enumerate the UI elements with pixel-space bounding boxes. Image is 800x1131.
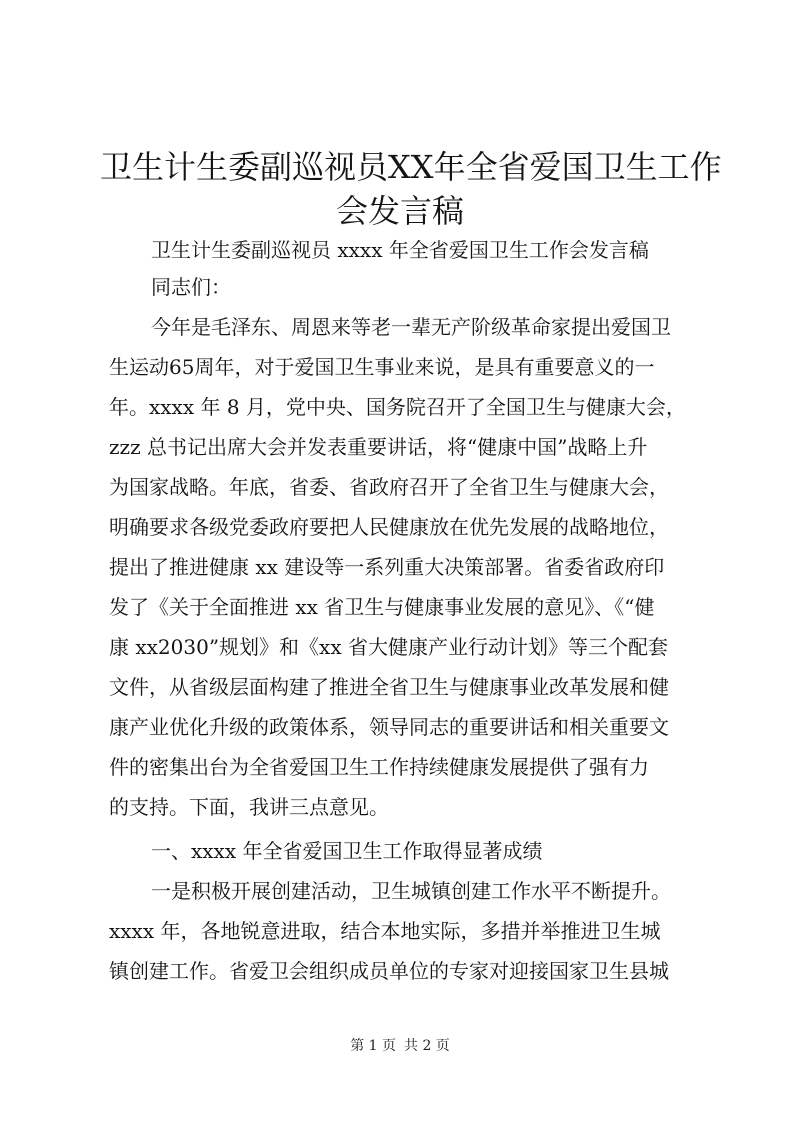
paragraph-line: 一是积极开展创建活动，卫生城镇创建工作水平不断提升。 (151, 879, 671, 903)
paragraph-line: 生运动65周年，对于爱国卫生事业来说，是具有重要意义的一 (109, 355, 655, 379)
page-footer (0, 1036, 800, 1056)
paragraph-line: xxxx 年，各地锐意进取，结合本地实际，多措并举推进卫生城 (109, 919, 661, 943)
paragraph-line: 今年是毛泽东、周恩来等老一辈无产阶级革命家提出爱国卫 (151, 315, 671, 339)
section-heading: 一、xxxx 年全省爱国卫生工作取得显著成绩 (151, 839, 543, 863)
document-title-line-1: 卫生计生委副巡视员XX年全省爱国卫生工作 (100, 148, 722, 186)
paragraph-line: 镇创建工作。省爱卫会组织成员单位的专家对迎接国家卫生县城 (109, 959, 669, 983)
document-title-line-2: 会发言稿 (335, 192, 464, 230)
paragraph-line: 文件，从省级层面构建了推进全省卫生与健康事业改革发展和健 (109, 675, 669, 699)
salutation: 同志们： (151, 275, 231, 299)
paragraph-line: 的支持。下面，我讲三点意见。 (109, 795, 389, 819)
paragraph-line: zzz 总书记出席大会并发表重要讲话，将“健康中国”战略上升 (109, 435, 648, 459)
page-total: 共 2 页 (404, 1038, 450, 1054)
paragraph-line: 件的密集出台为全省爱国卫生工作持续健康发展提供了强有力 (109, 755, 649, 779)
page-number: 第 1 页 (350, 1038, 396, 1054)
paragraph-line: 发了《关于全面推进 xx 省卫生与健康事业发展的意见》、《“健 (109, 595, 655, 619)
subtitle-line: 卫生计生委副巡视员 xxxx 年全省爱国卫生工作会发言稿 (151, 238, 649, 262)
paragraph-line: 提出了推进健康 xx 建设等一系列重大决策部署。省委省政府印 (109, 555, 665, 579)
paragraph-line: 康 xx2030”规划》和《xx 省大健康产业行动计划》等三个配套 (109, 635, 668, 659)
paragraph-line: 为国家战略。年底，省委、省政府召开了全省卫生与健康大会， (109, 475, 669, 499)
paragraph-line: 年。xxxx 年 8 月，党中央、国务院召开了全国卫生与健康大会， (109, 395, 686, 419)
paragraph-line: 康产业优化升级的政策体系，领导同志的重要讲话和相关重要文 (109, 715, 669, 739)
paragraph-line: 明确要求各级党委政府要把人民健康放在优先发展的战略地位， (109, 515, 669, 539)
